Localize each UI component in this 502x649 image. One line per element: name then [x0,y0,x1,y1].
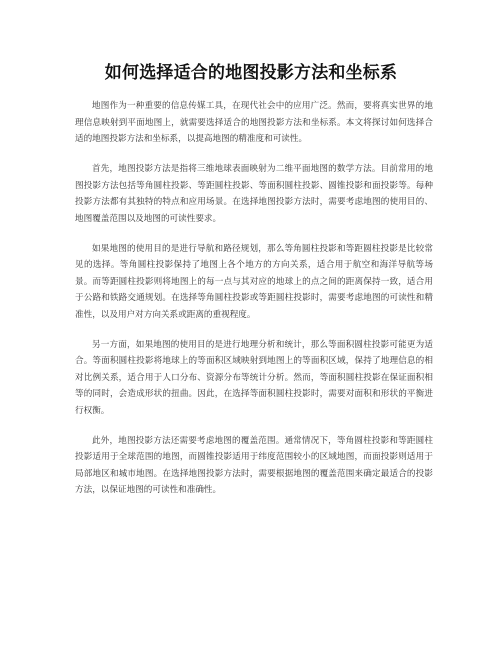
paragraph-navigation: 如果地图的使用目的是进行导航和路径规划，那么等角圆柱投影和等距圆柱投影是比较常见的选择。等角圆柱投影保持了地图上各个地方的方向关系，适合用于航空和海洋导航等场景。而等距圆柱投影则将地图上的每一点与其对应的地球上的点之间的距离保持一致，适合用于公路和铁路交通规划。在选择等角圆柱投影或等距圆柱投影时，需要考虑地图的可读性和精准性，以及用户对方向关系或距离的重视程度。 [75,243,433,320]
document-body [75,98,433,512]
document-title: 如何选择适合的地图投影方法和坐标系 [104,63,398,83]
paragraph-projection-methods: 首先，地图投影方法是指将三维地球表面映射为二维平面地图的数学方法。目前常用的地图投影方法包括等角圆柱投影、等距圆柱投影、等面积圆柱投影、圆锥投影和面投影等。每种投影方法都有其独特的特点和应用场景。在选择地图投影方法时，需要考虑地图的使用目的、地图覆盖范围以及地图的可读性要求。 [75,164,433,224]
paragraph-analysis: 另一方面，如果地图的使用目的是进行地理分析和统计，那么等面积圆柱投影可能更为适合。等面积圆柱投影将地球上的等面积区域映射到地图上的等面积区域，保持了地理信息的相对比例关系，适合用于人口分布、资源分布等统计分析。然而，等面积圆柱投影在保证面积相等的同时，会造成形状的扭曲。因此，在选择等面积圆柱投影时，需要对面积和形状的平衡进行权衡。 [75,339,433,416]
paragraph-intro: 地图作为一种重要的信息传媒工具，在现代社会中的应用广泛。然而，要将真实世界的地理信息映射到平面地图上，就需要选择适合的地图投影方法和坐标系。本文将探讨如何选择合适的地图投影方法和坐标系，以提高地图的精准度和可读性。 [75,101,433,144]
paragraph-coverage: 此外，地图投影方法还需要考虑地图的覆盖范围。通常情况下，等角圆柱投影和等距圆柱投影适用于全球范围的地图，而圆锥投影适用于纬度范围较小的区域地图，而面投影则适用于局部地区和城市地图。在选择地图投影方法时，需要根据地图的覆盖范围来确定最适合的投影方法，以保证地图的可读性和准确性。 [75,435,433,495]
